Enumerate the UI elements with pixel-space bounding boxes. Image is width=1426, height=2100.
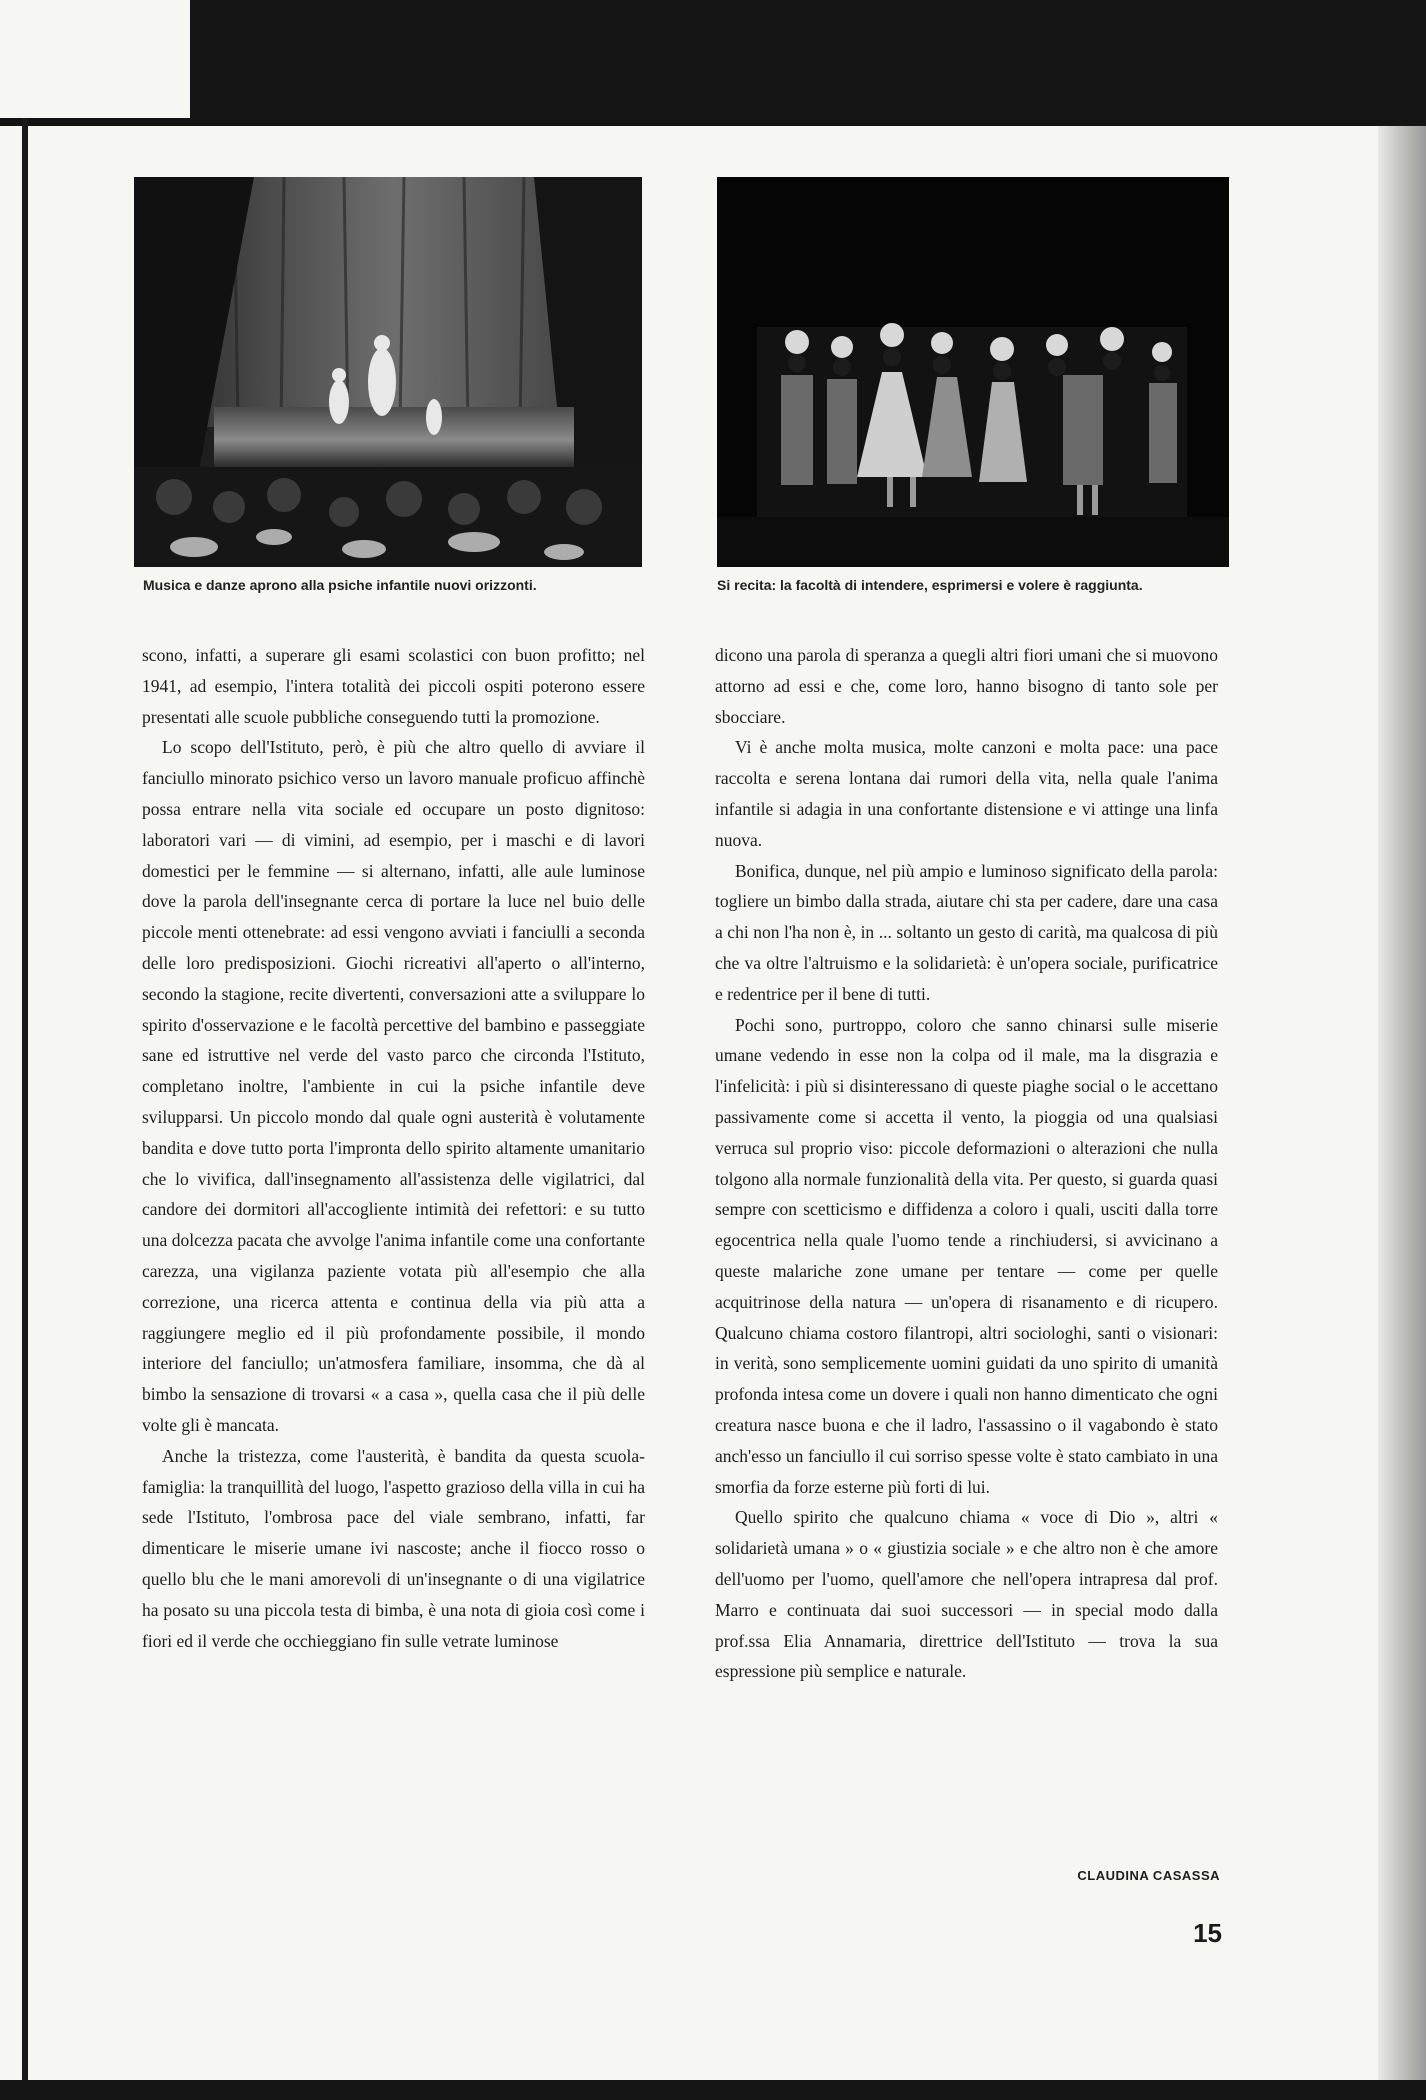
stage-dance-photo [134, 177, 642, 567]
top-rule [0, 118, 1426, 126]
article-paragraph: Pochi sono, purtroppo, coloro che sanno chinarsi sulle miserie umane vedendo in esse non la colpa od il male, ma la disgrazia e l'infelicità: i più si disinteressano di queste piaghe social o le accettano passivamente come si accetta il vento, la pioggia od una qualsiasi verruca sul proprio viso: piccole deformazioni o alterazioni che nulla tolgono alla normale funzionalità della vita. Per questo, si guarda quasi sempre con scetticismo e diffidenza a coloro i quali, usciti dalla torre egocentrica nella quale l'uomo tende a rinchiudersi, si avvicinano a queste malariche zone umane per tentare — come per quelle acquitrinose della natura — un'opera di risanamento e di ricupero. Qualcuno chiama costoro filantropi, altri sociologhi, santi o visionari: in verità, sono semplicemente uomini guidati da uno spirito di umanità profonda intesa come un dovere i quali non hanno dimenticato che ogni creatura nasce buona e che il ladro, l'assassino o il vagabondo è stato anch'esso un fanciullo il cui sorriso spesse volte è stato cambiato in una smorfia da forze esterne più forti di lui. [715, 1014, 1218, 1497]
right-page-shadow [1378, 126, 1426, 2100]
author-signature: CLAUDINA CASASSA [1077, 1868, 1220, 1883]
bottom-dark-band [0, 2080, 1426, 2100]
children-recital-photo [717, 177, 1229, 567]
article-paragraph: Anche la tristezza, come l'austerità, è bandita da questa scuola-famiglia: la tranquillità del luogo, l'aspetto grazioso della villa in cui ha sede l'Istituto, l'ombrosa pace del viale sembrano, infatti, far dimenticare le miserie umane ivi nascoste; anche il fiocco rosso o quello blu che le mani amorevoli di un'insegnante o di una vigilatrice ha posato su una piccola testa di bimba, è una nota di gioia così come i fiori ed il verde che occhieggiano fin sulle vetrate luminose [142, 1445, 645, 1651]
left-page-edge [22, 118, 28, 2100]
article-paragraph: scono, infatti, a superare gli esami scolastici con buon profitto; nel 1941, ad esempio, l'intera totalità dei piccoli ospiti poterono essere presentati alle scuole pubbliche conseguendo tutti la promozione. [142, 645, 645, 727]
article-paragraph: Vi è anche molta musica, molte canzoni e molta pace: una pace raccolta e serena lontana dai rumori della vita, nella quale l'anima infantile si adagia in una confortante distensione e vi attinge una linfa nuova. [715, 737, 1218, 850]
article-paragraph: Quello spirito che qualcuno chiama « voce di Dio », altri « solidarietà umana » o « giustizia sociale » e che altro non è che amore dell'uomo per l'uomo, quell'amore che nell'opera intrapresa dal prof. Marro e continuata dai suoi successori — in special modo dalla prof.ssa Elia Annamaria, direttrice dell'Istituto — trova la sua espressione più semplice e naturale. [715, 1507, 1218, 1682]
caption-left: Musica e danze aprono alla psiche infantile nuovi orizzonti. [143, 577, 537, 593]
article-right-column [715, 640, 1218, 1687]
article-paragraph: Bonifica, dunque, nel più ampio e luminoso significato della parola: togliere un bimbo dalla strada, aiutare chi sta per cadere, dare una casa a chi non l'ha non è, in ... soltanto un gesto di carità, ma qualcosa di più che va oltre l'altruismo e la solidarietà: è un'opera sociale, purificatrice e redentrice per il bene di tutti. [715, 860, 1218, 1004]
top-dark-band [190, 0, 1426, 118]
page-number: 15 [1193, 1918, 1222, 1948]
article-paragraph: Lo scopo dell'Istituto, però, è più che altro quello di avviare il fanciullo minorato psichico verso un lavoro manuale proficuo affinchè possa entrare nella vita sociale ed occupare un posto dignitoso: laboratori vari — di vimini, ad esempio, per i maschi e di lavori domestici per le femmine — si alternano, infatti, alle aule luminose dove la parola dell'insegnante cerca di portare la luce nel buio delle piccole menti ottenebrate: ad essi vengono avviati i fanciulli a seconda delle loro predisposizioni. Giochi ricreativi all'aperto o all'interno, secondo la stagione, recite divertenti, conversazioni atte a sviluppare lo spirito d'osservazione e le facoltà percettive del bambino e passeggiate sane ed istruttive nel verde del vasto parco che circonda l'Istituto, completano inoltre, l'ambiente in cui la psiche infantile deve svilupparsi. Un piccolo mondo dal quale ogni austerità è volutamente bandita e dove tutto porta l'impronta dello spirito altamente umanitario che lo vivifica, dall'insegnamento all'assistenza delle vigilatrici, dal candore dei dormitori all'accogliente intimità dei refettori: e su tutto una dolcezza pacata che avvolge l'anima infantile come una confortante carezza, una vigilanza paziente votata più all'esempio che alla correzione, una ricerca attenta e continua della via più atta a raggiungere meglio ed il più profondamente possibile, il mondo interiore del fanciullo; un'atmosfera familiare, insomma, che dà al bimbo la sensazione di trovarsi « a casa », quella casa che il più delle volte gli è mancata. [142, 737, 645, 1435]
article-paragraph: dicono una parola di speranza a quegli altri fiori umani che si muovono attorno ad essi e che, come loro, hanno bisogno di tanto sole per sbocciare. [715, 645, 1218, 727]
caption-right: Si recita: la facoltà di intendere, esprimersi e volere è raggiunta. [717, 577, 1143, 593]
article-left-column [142, 640, 645, 1656]
